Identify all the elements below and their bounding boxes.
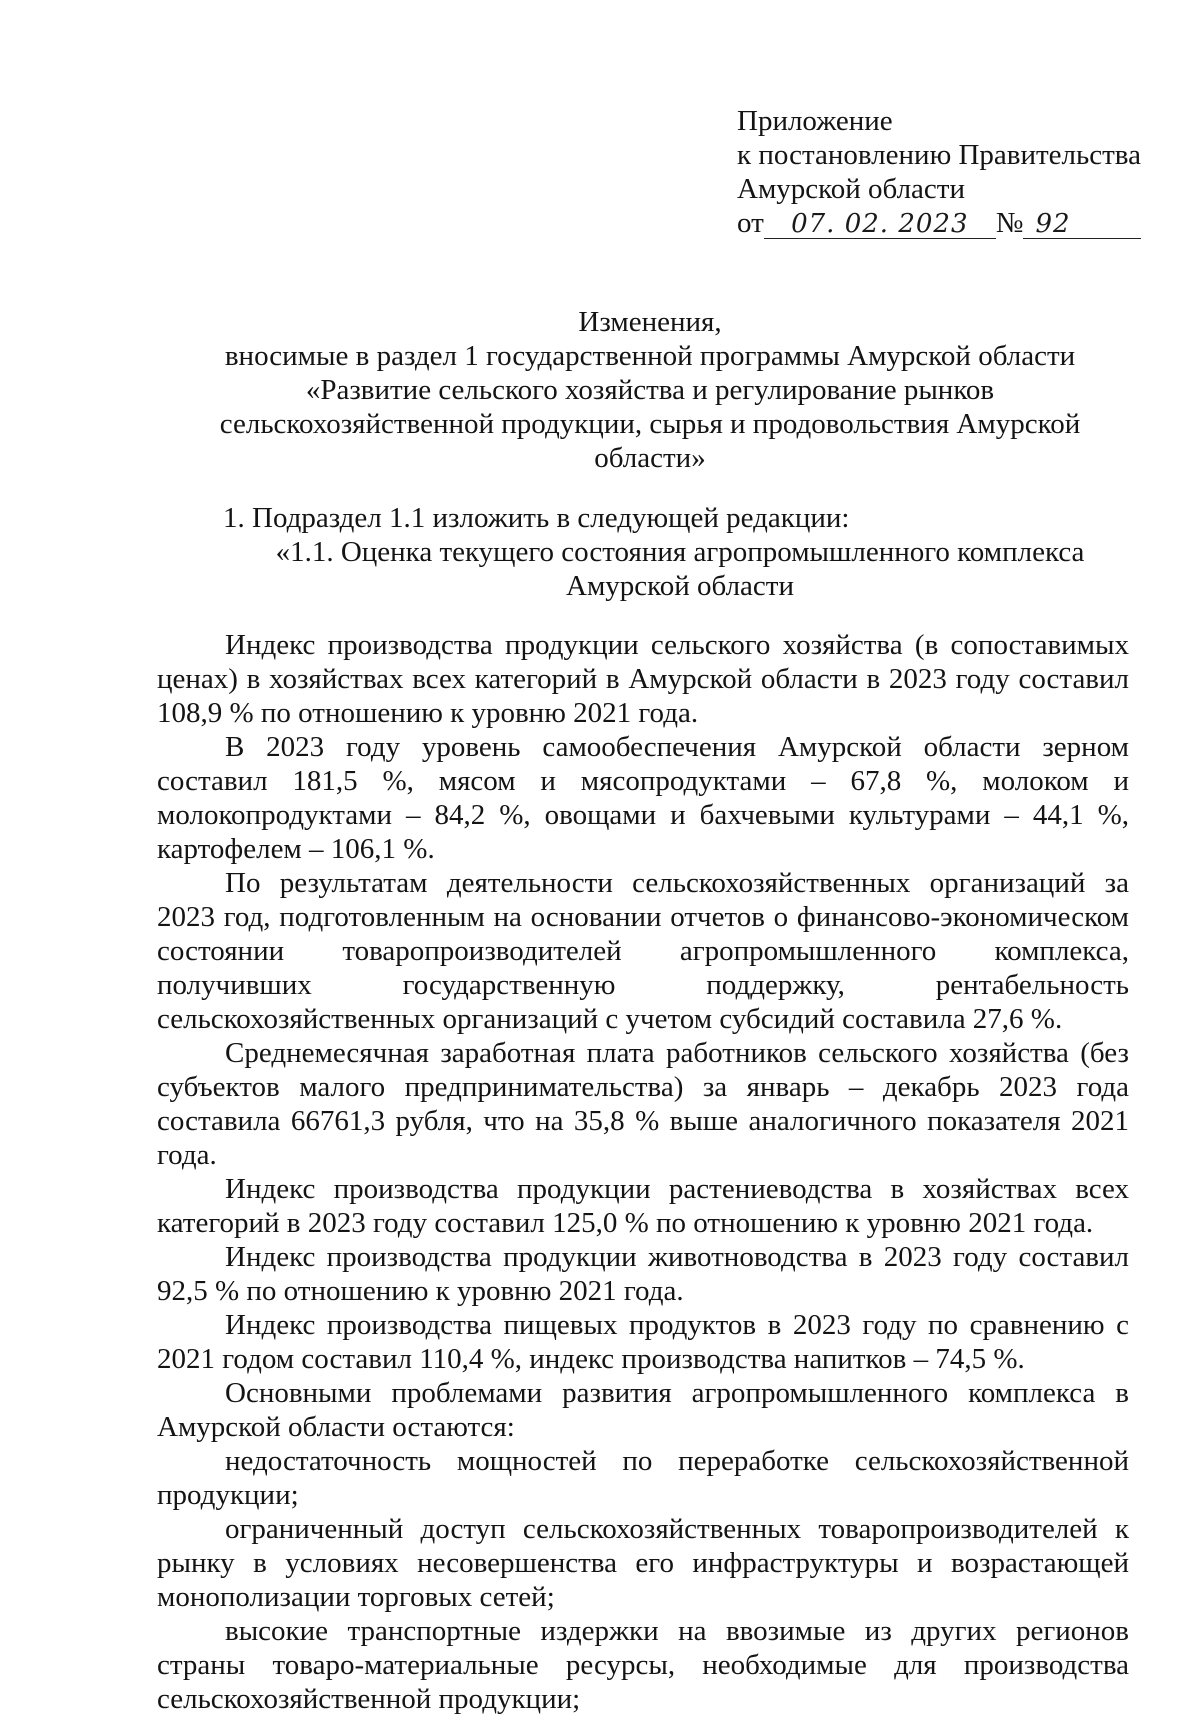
paragraph: В 2023 году уровень самообеспечения Амурской области зерном составил 181,5 %, мясом и мясопродуктами – 67,8 %, молоком и молокопродуктами – 84,2 %, овощами и бахчевыми культурами – 44,1 %, картофелем – 106,1 %. bbox=[157, 731, 1129, 865]
heading-line-3: «Развитие сельского хозяйства и регулирование рынков bbox=[305, 374, 995, 406]
annex-date-number-line bbox=[737, 206, 1141, 240]
subsection-title-line-2: Амурской области bbox=[566, 570, 794, 602]
number-prefix: № bbox=[995, 207, 1024, 239]
annex-region-line: Амурской области bbox=[737, 173, 965, 205]
paragraph: высокие транспортные издержки на ввозимые из других регионов страны товаро-материальные ресурсы, необходимые для производства сельскохозяйственной продукции; bbox=[157, 1615, 1129, 1715]
paragraph: Индекс производства пищевых продуктов в 2023 году по сравнению с 2021 годом составил 110,4 %, индекс производства напитков – 74,5 %. bbox=[157, 1309, 1129, 1375]
paragraph: ограниченный доступ сельскохозяйственных товаропроизводителей к рынку в условиях несовершенства его инфраструктуры и возрастающей монополизации торговых сетей; bbox=[157, 1513, 1129, 1613]
heading-line-5: области» bbox=[594, 442, 706, 474]
body-text bbox=[157, 628, 1129, 1716]
handwritten-date: 07. 02. 2023 bbox=[764, 210, 996, 239]
paragraph: По результатам деятельности сельскохозяйственных организаций за 2023 год, подготовленным на основании отчетов о финансово-экономическом состоянии товаропроизводителей агропромышленного комплекса, получивших государственную поддержку, рентабельность сельскохозяйственных организаций с учетом субсидий составила 27,6 %. bbox=[157, 867, 1129, 1035]
paragraph: Индекс производства продукции животноводства в 2023 году составил 92,5 % по отношению к уровню 2021 года. bbox=[157, 1241, 1129, 1307]
paragraph: Индекс производства продукции сельского хозяйства (в сопоставимых ценах) в хозяйствах всех категорий в Амурской области в 2023 году составил 108,9 % по отношению к уровню 2021 года. bbox=[157, 629, 1129, 729]
subsection-item: 1. Подраздел 1.1 изложить в следующей редакции: bbox=[223, 502, 850, 534]
heading-line-1: Изменения, bbox=[578, 306, 722, 338]
paragraph: Индекс производства продукции растениеводства в хозяйствах всех категорий в 2023 году составил 125,0 % по отношению к уровню 2021 года. bbox=[157, 1173, 1129, 1239]
annex-block bbox=[737, 104, 1141, 240]
paragraph: Среднемесячная заработная плата работников сельского хозяйства (без субъектов малого предпринимательства) за январь – декабрь 2023 года составила 66761,3 рубля, что на 35,8 % выше аналогичного показателя 2021 года. bbox=[157, 1037, 1129, 1171]
heading-line-2: вносимые в раздел 1 государственной программы Амурской области bbox=[224, 340, 1076, 372]
paragraph: недостаточность мощностей по переработке сельскохозяйственной продукции; bbox=[157, 1445, 1129, 1511]
document-heading bbox=[150, 305, 1150, 475]
subsection-block bbox=[150, 501, 1150, 603]
heading-line-4: сельскохозяйственной продукции, сырья и продовольствия Амурской bbox=[219, 408, 1081, 440]
subsection-title-line-1: «1.1. Оценка текущего состояния агропромышленного комплекса bbox=[275, 536, 1085, 568]
annex-resolution-line: к постановлению Правительства bbox=[737, 139, 1141, 171]
paragraph: Основными проблемами развития агропромышленного комплекса в Амурской области остаются: bbox=[157, 1377, 1129, 1443]
date-prefix: от bbox=[737, 207, 764, 239]
handwritten-number: 92 bbox=[1023, 210, 1141, 239]
annex-title: Приложение bbox=[737, 105, 893, 137]
